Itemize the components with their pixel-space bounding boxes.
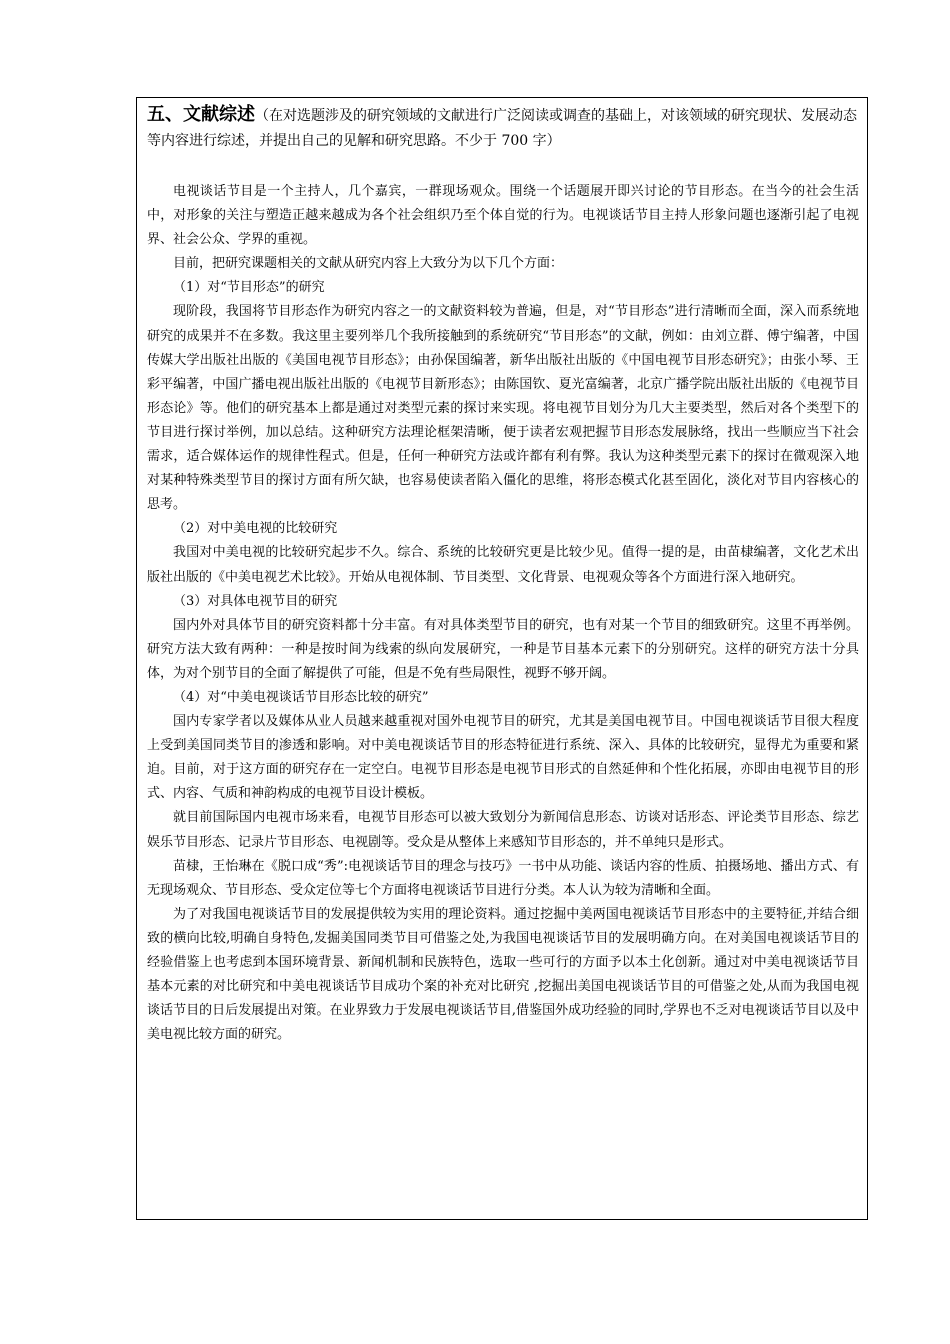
subheading: （3）对具体电视节目的研究 <box>173 593 338 609</box>
paragraph: 国内外对具体节目的研究资料都十分丰富。有对具体类型节目的研究，也有对某一个节目的细致研究。这里不再举例。研究方法大致有两种：一种是按时间为线索的纵向发展研究，一种是节目基本元素下的分别研究。这样的研究方法十分具体，为对个别节目的全面了解提供了可能，但是不免有些局限性，视野不够开阔。 <box>147 617 859 681</box>
paragraph: 我国对中美电视的比较研究起步不久。综合、系统的比较研究更是比较少见。值得一提的是，由苗棣编著，文化艺术出版社出版的《中美电视艺术比较》。开始从电视体制、节目类型、文化背景、电视观众等各个方面进行深入地研究。 <box>147 545 859 585</box>
review-body <box>147 180 859 1047</box>
section-instructions: （在对选题涉及的研究领域的文献进行广泛阅读或调查的基础上，对该领域的研究现状、发展动态等内容进行综述，并提出自己的见解和研究思路。不少于 700 字） <box>147 108 857 149</box>
subheading: （2）对中美电视的比较研究 <box>173 521 338 537</box>
paragraph: 电视谈话节目是一个主持人，几个嘉宾，一群现场观众。围绕一个话题展开即兴讨论的节目形态。在当今的社会生活中，对形象的关注与塑造正越来越成为各个社会组织乃至个体自觉的行为。电视谈话节目主持人形象问题也逐渐引起了电视界、社会公众、学界的重视。 <box>147 184 859 248</box>
paragraph: 现阶段，我国将节目形态作为研究内容之一的文献资料较为普遍，但是，对“节目形态”进行清晰而全面，深入而系统地研究的成果并不在多数。我这里主要列举几个我所接触到的系统研究“节目形态”的文献，例如：由刘立群、傅宁编著，中国传媒大学出版社出版的《美国电视节目形态》；由孙保国编著，新华出版社出版的《中国电视节目形态研究》；由张小琴、王彩平编著，中国广播电视出版社出版的《电视节目新形态》；由陈国钦、夏光富编著，北京广播学院出版社出版的《电视节目形态论》等。他们的研究基本上都是通过对类型元素的探讨来实现。将电视节目划分为几大主要类型，然后对各个类型下的节目进行探讨举例，加以总结。这种研究方法理论框架清晰，便于读者宏观把握节目形态发展脉络，找出一些顺应当下社会需求，适合媒体运作的规律性程式。但是，任何一种研究方法或许都有利有弊。我认为这种类型元素下的探讨在微观深入地对某种特殊类型节目的探讨方面有所欠缺，也容易使读者陷入僵化的思维，将形态模式化甚至固化，淡化对节目内容核心的思考。 <box>147 304 859 513</box>
paragraph: 国内专家学者以及媒体从业人员越来越重视对国外电视节目的研究，尤其是美国电视节目。中国电视谈话节目很大程度上受到美国同类节目的渗透和影响。对中美电视谈话节目的形态特征进行系统、深入、具体的比较研究，显得尤为重要和紧迫。目前，对于这方面的研究存在一定空白。电视节目形态是电视节目形式的自然延伸和个性化拓展，亦即由电视节目的形式、内容、气质和神韵构成的电视节目设计模板。 <box>147 714 859 802</box>
subheading: （1）对“节目形态”的研究 <box>173 280 325 296</box>
paragraph: 苗棣，王怡琳在《脱口成“秀”:电视谈话节目的理念与技巧》一书中从功能、谈话内容的性质、拍摄场地、播出方式、有无现场观众、节目形态、受众定位等七个方面将电视谈话节目进行分类。本人认为较为清晰和全面。 <box>147 858 859 898</box>
paragraph: 目前，把研究课题相关的文献从研究内容上大致分为以下几个方面： <box>173 256 564 272</box>
form-frame <box>136 97 868 1220</box>
section-heading <box>147 102 859 154</box>
subheading: （4）对“中美电视谈话节目形态比较的研究” <box>173 689 429 705</box>
paragraph: 就目前国际国内电视市场来看，电视节目形态可以被大致划分为新闻信息形态、访谈对话形态、评论类节目形态、综艺娱乐节目形态、记录片节目形态、电视剧等。受众是从整体上来感知节目形态的，并不单纯只是形式。 <box>147 810 859 850</box>
section-title: 五、文献综述 <box>147 104 255 125</box>
paragraph: 为了对我国电视谈话节目的发展提供较为实用的理论资料。通过挖掘中美两国电视谈话节目形态中的主要特征,并结合细致的横向比较,明确自身特色,发掘美国同类节目可借鉴之处,为我国电视谈话节目的发展明确方向。在对美国电视谈话节目的经验借鉴上也考虑到本国环境背景、新闻机制和民族特色，选取一些可行的方面予以本土化创新。通过对中美电视谈话节目基本元素的对比研究和中美电视谈话节目成功个案的补充对比研究 ,挖掘出美国电视谈话节目的可借鉴之处,从而为我国电视谈话节目的日后发展提出对策。在业界致力于发展电视谈话节目,借鉴国外成功经验的同时,学界也不乏对电视谈话节目以及中美电视比较方面的研究。 <box>147 906 859 1043</box>
